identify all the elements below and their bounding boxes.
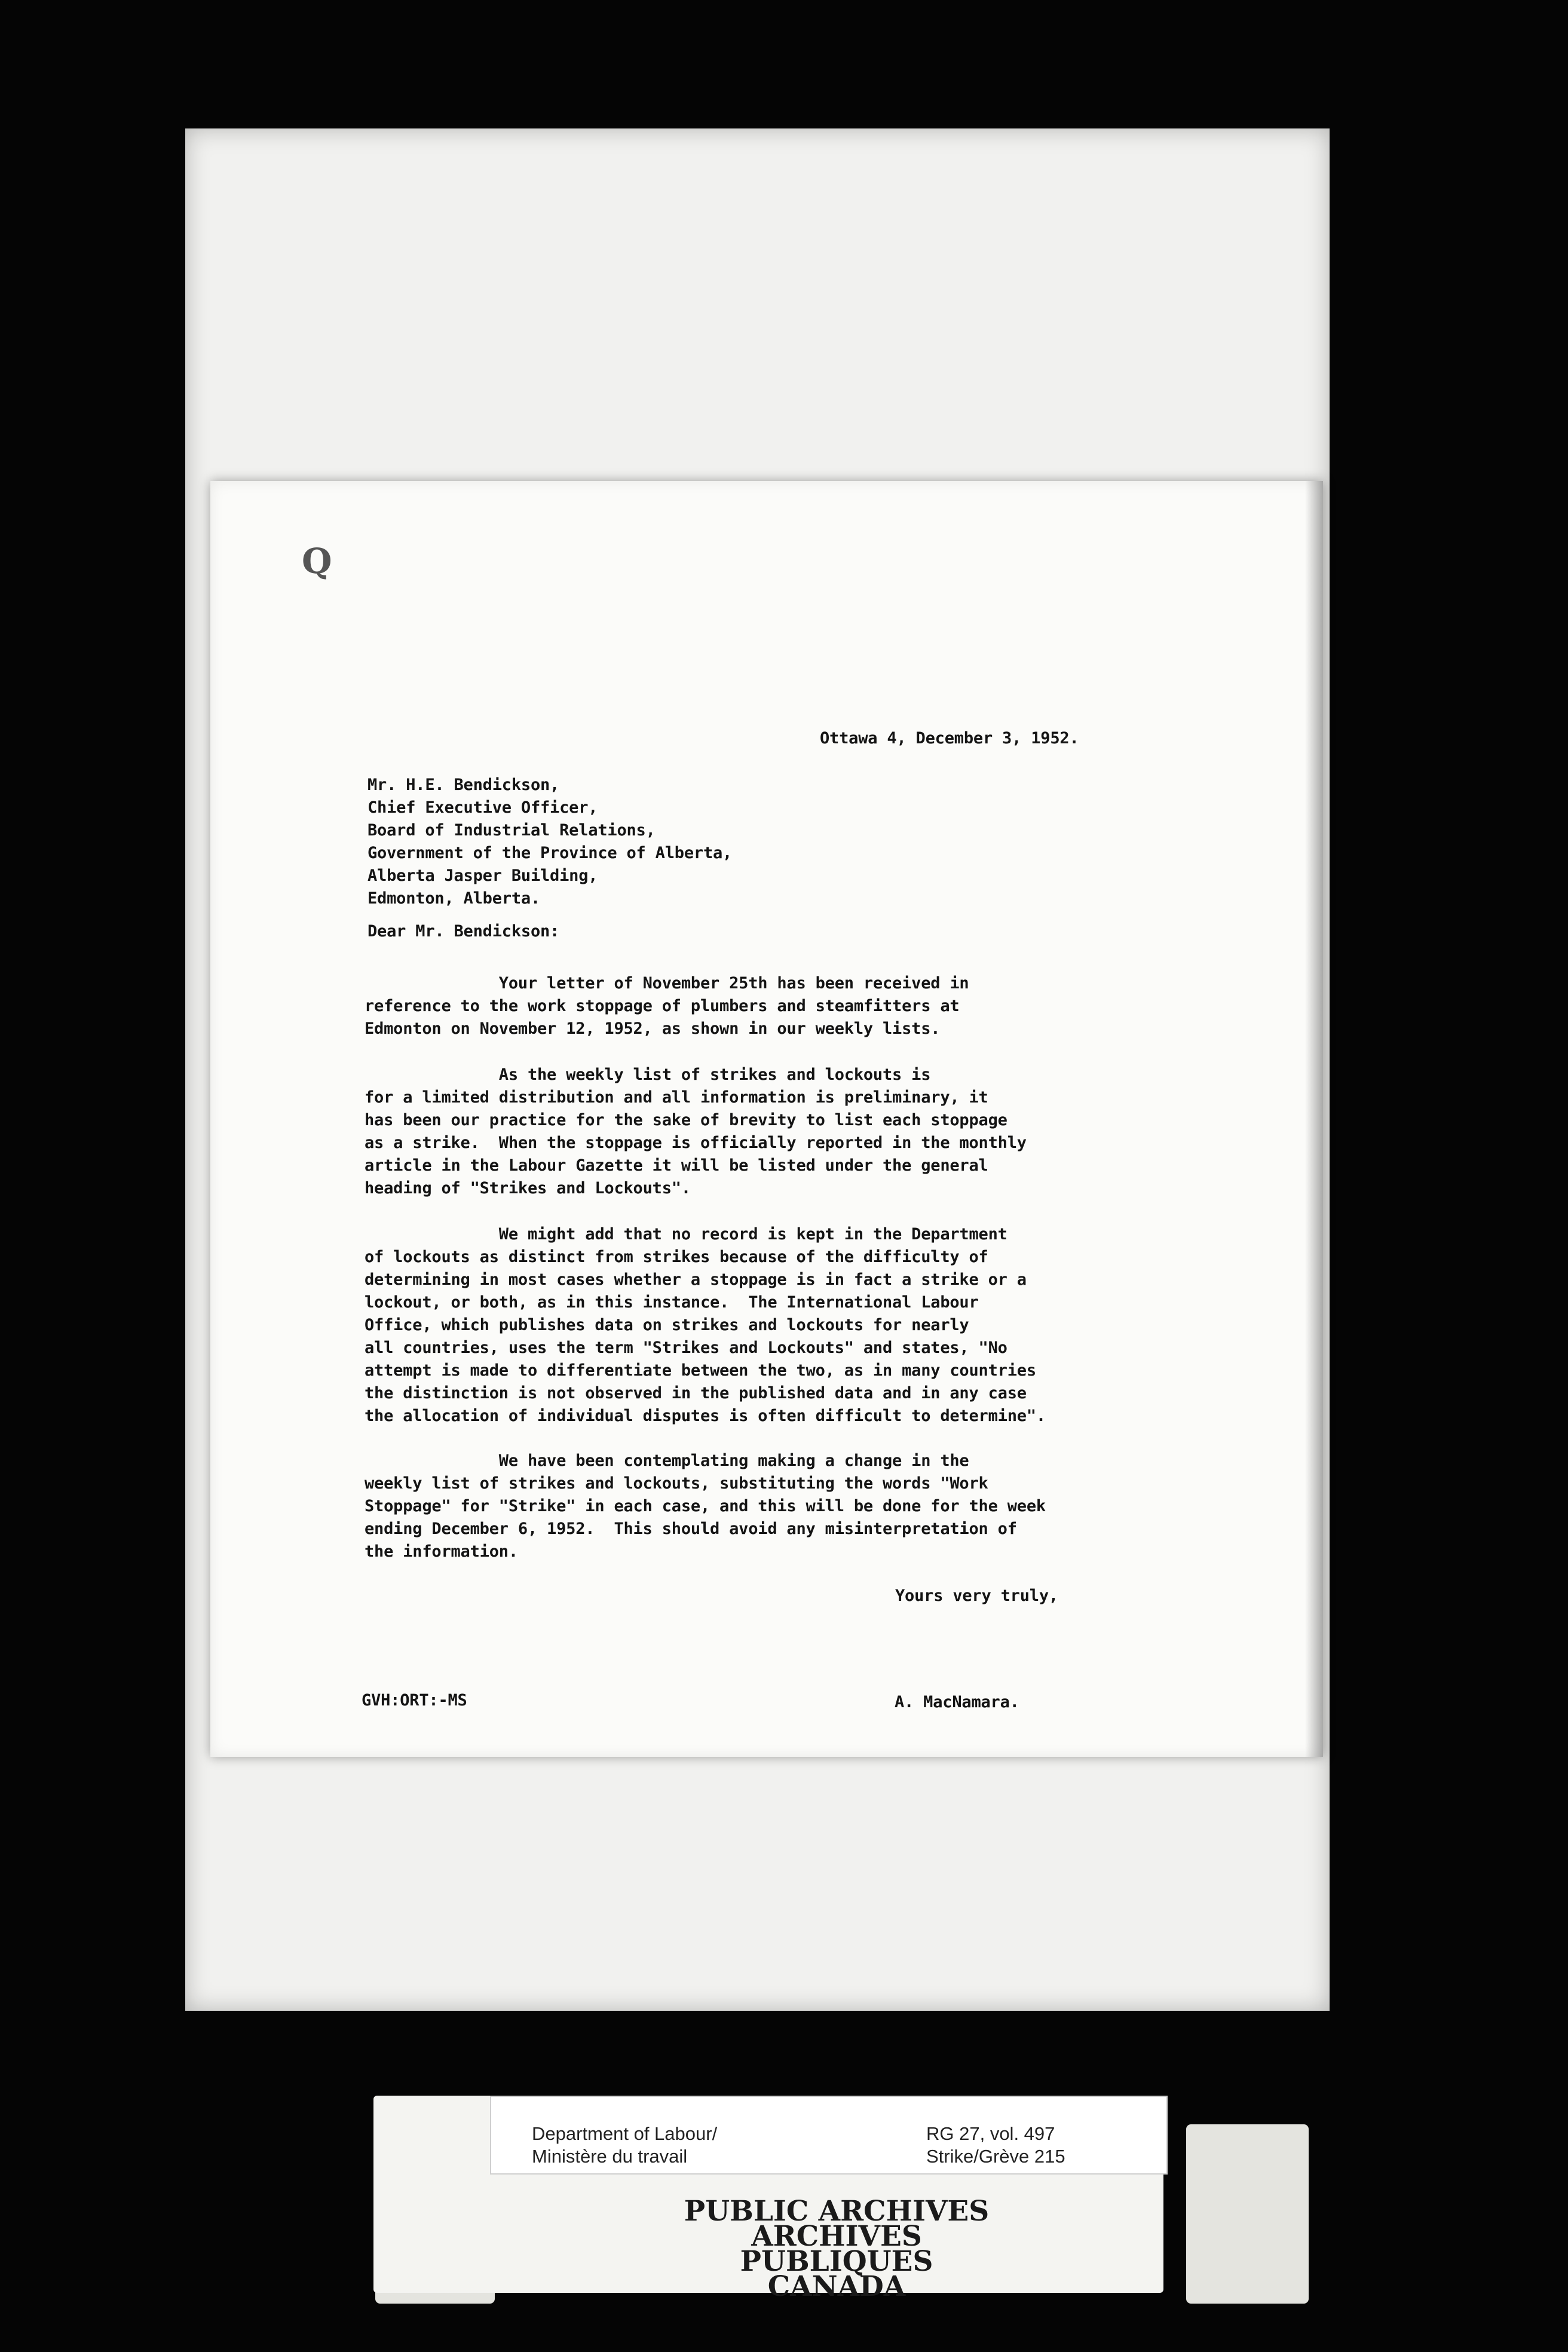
sheet-edge-shadow [1305,481,1323,1757]
closing: Yours very truly, [895,1587,1058,1605]
paragraph-line: lockout, or both, as in this instance. The International Labour [365,1293,979,1312]
file-number: Strike/Grève 215 [926,2146,1065,2167]
archive-reference [926,2123,1065,2168]
handwritten-file-mark: Q [302,541,332,581]
address-line: Edmonton, Alberta. [368,889,540,908]
department-name [532,2123,717,2168]
signature: A. MacNamara. [895,1693,1019,1711]
paragraph-line: Stoppage" for "Strike" in each case, and this will be done for the week [365,1497,1046,1515]
paragraph-line: We have been contemplating making a change in the [365,1451,969,1470]
paragraph-line: heading of "Strikes and Lockouts". [365,1179,691,1198]
paragraph-line: weekly list of strikes and lockouts, substituting the words "Work [365,1474,988,1493]
paragraph-line: all countries, uses the term "Strikes and Lockouts" and states, "No [365,1339,1007,1357]
paragraph-line: Your letter of November 25th has been received in [365,974,969,993]
department-fr: Ministère du travail [532,2146,688,2167]
stamp-line: CANADA [767,2270,906,2303]
address-line: Government of the Province of Alberta, [368,844,733,862]
paragraph-line: Edmonton on November 12, 1952, as shown in our weekly lists. [365,1019,941,1038]
paragraph-line: the information. [365,1542,518,1561]
address-line: Board of Industrial Relations, [368,821,656,840]
address-line: Chief Executive Officer, [368,798,598,817]
paragraph-line: article in the Labour Gazette it will be listed under the general [365,1156,988,1175]
paragraph-4 [365,1450,1189,1563]
paragraph-line: reference to the work stoppage of plumbers and steamfitters at [365,997,960,1015]
paragraph-2 [365,1064,1189,1200]
stamp-line: ARCHIVES PUBLIQUES [740,2220,933,2278]
paragraph-line: determining in most cases whether a stoppage is in fact a strike or a [365,1270,1027,1289]
label-card-tab-right [1186,2124,1309,2304]
paragraph-1 [365,972,1189,1040]
paragraph-line: the allocation of individual disputes is often difficult to determine". [365,1407,1046,1425]
paragraph-line: for a limited distribution and all information is preliminary, it [365,1088,988,1107]
paragraph-line: of lockouts as distinct from strikes because of the difficulty of [365,1248,988,1266]
letter-date: Ottawa 4, December 3, 1952. [820,729,1079,748]
salutation: Dear Mr. Bendickson: [368,922,560,941]
recipient-address [368,774,732,910]
paragraph-3 [365,1223,1189,1428]
paragraph-line: ending December 6, 1952. This should avoid any misinterpretation of [365,1520,1017,1538]
paragraph-line: We might add that no record is kept in the Department [365,1225,1007,1244]
paragraph-line: As the weekly list of strikes and lockouts is [365,1065,931,1084]
paragraph-line: the distinction is not observed in the published data and in any case [365,1384,1027,1402]
paragraph-line: Office, which publishes data on strikes and lockouts for nearly [365,1316,969,1334]
paragraph-line: attempt is made to differentiate between the two, as in many countries [365,1361,1036,1380]
public-archives-stamp [657,2195,1016,2303]
stamp-line: PUBLIC ARCHIVES [684,2195,990,2228]
reference-initials: GVH:ORT:-MS [362,1691,467,1710]
paragraph-line: as a strike. When the stoppage is officially reported in the monthly [365,1134,1027,1152]
address-line: Alberta Jasper Building, [368,866,598,885]
paragraph-line: has been our practice for the sake of brevity to list each stoppage [365,1111,1007,1129]
record-group: RG 27, vol. 497 [926,2123,1055,2144]
address-line: Mr. H.E. Bendickson, [368,776,560,794]
department-en: Department of Labour/ [532,2123,718,2144]
